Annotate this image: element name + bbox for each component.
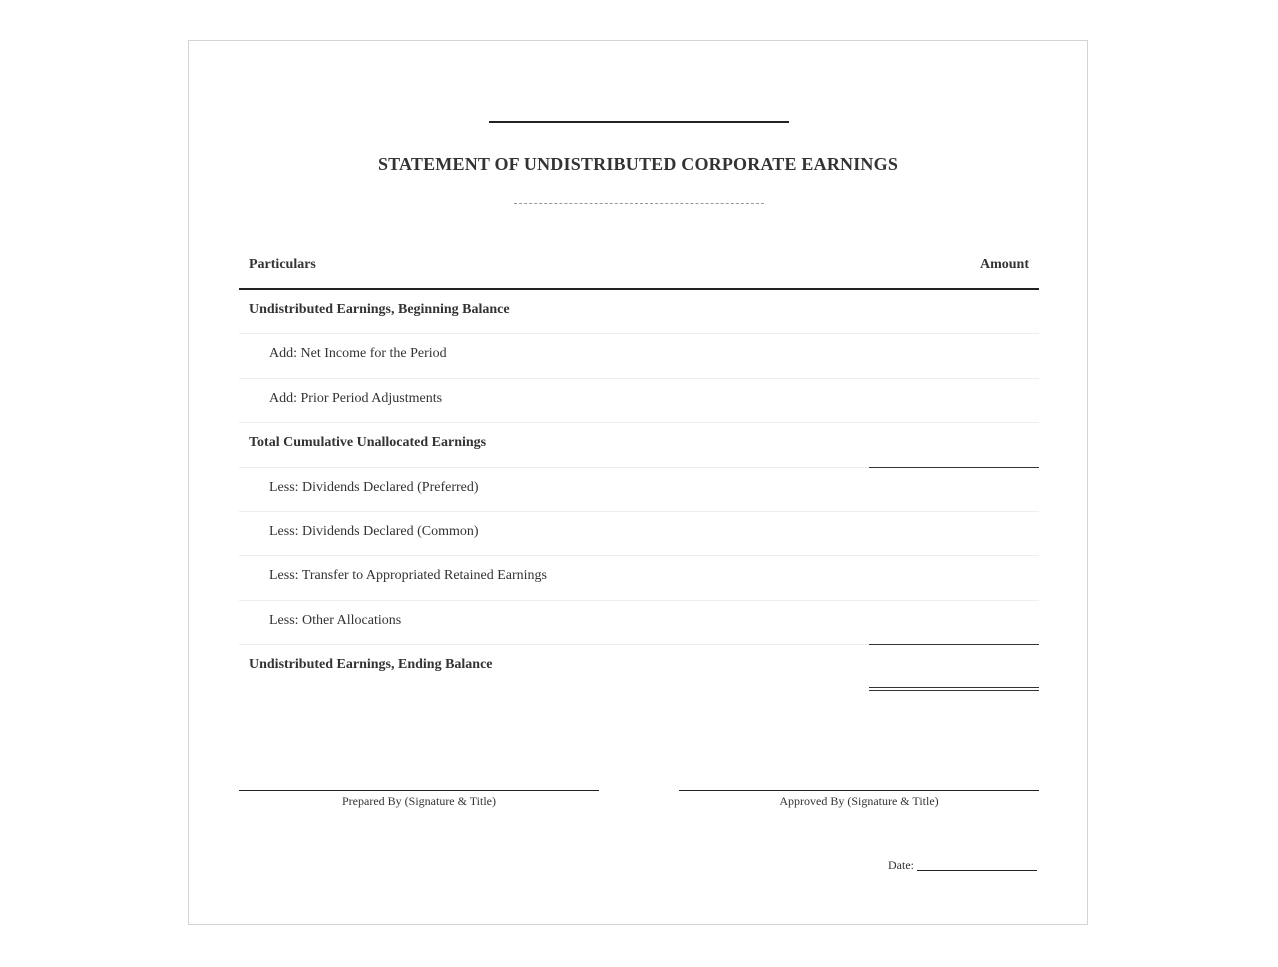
table-header xyxy=(239,246,1039,290)
row-label: Add: Prior Period Adjustments xyxy=(269,390,443,406)
total-double-rule xyxy=(869,687,1039,691)
table-row xyxy=(239,468,1039,512)
prepared-by-label: Prepared By (Signature & Title) xyxy=(342,794,496,808)
table-row xyxy=(239,556,1039,600)
row-label: Total Cumulative Unallocated Earnings xyxy=(249,435,487,451)
row-label: Undistributed Earnings, Ending Balance xyxy=(249,657,493,673)
earnings-table xyxy=(239,246,1039,689)
table-row xyxy=(239,512,1039,556)
table-row xyxy=(239,423,1039,467)
row-label: Undistributed Earnings, Beginning Balance xyxy=(249,302,510,317)
prepared-by-line xyxy=(239,790,599,791)
statement-page xyxy=(188,40,1088,925)
particulars-header: Particulars xyxy=(249,257,316,272)
date-line xyxy=(917,870,1037,871)
row-label: Less: Transfer to Appropriated Retained Earnings xyxy=(269,568,548,584)
approved-by-line xyxy=(679,790,1039,791)
table-row xyxy=(239,601,1039,645)
table-row xyxy=(239,334,1039,378)
company-name-line xyxy=(489,121,789,123)
date-label: Date: xyxy=(888,858,914,872)
table-row xyxy=(239,290,1039,334)
row-label: Less: Dividends Declared (Common) xyxy=(269,523,479,539)
page-title: STATEMENT OF UNDISTRIBUTED CORPORATE EARNINGS xyxy=(377,154,899,174)
row-label: Less: Dividends Declared (Preferred) xyxy=(269,479,479,495)
table-row xyxy=(239,379,1039,423)
period-line xyxy=(514,203,764,204)
amount-header: Amount xyxy=(979,257,1029,272)
date-field xyxy=(888,858,1037,873)
row-label: Less: Other Allocations xyxy=(269,612,402,628)
table-row xyxy=(239,645,1039,688)
row-label: Add: Net Income for the Period xyxy=(269,346,447,362)
approved-by-label: Approved By (Signature & Title) xyxy=(779,794,939,808)
